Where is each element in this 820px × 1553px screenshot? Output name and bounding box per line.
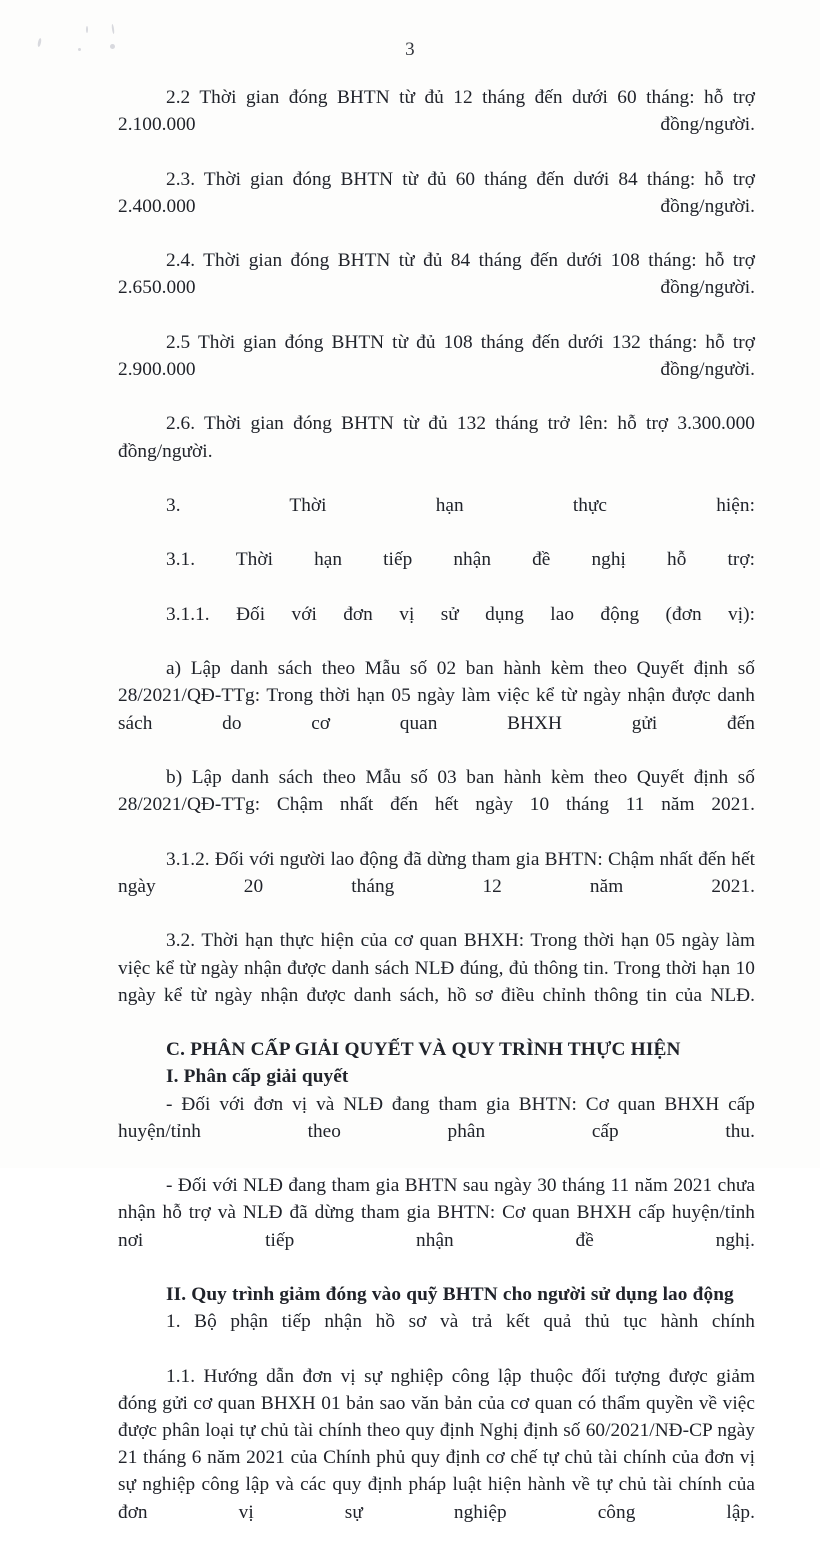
paragraph-item-1: 1. Bộ phận tiếp nhận hồ sơ và trả kết quả thủ tục hành chính bbox=[166, 1311, 755, 1333]
paragraph-item-2-6: 2.6. Thời gian đóng BHTN từ đủ 132 tháng trở lên: hỗ trợ 3.300.000 đồng/người. bbox=[118, 413, 755, 462]
paragraph-item-2-5: 2.5 Thời gian đóng BHTN từ đủ 108 tháng đến dưới 132 tháng: hỗ trợ 2.900.000 đồng/người. bbox=[118, 331, 755, 381]
paragraph-item-3-1-2: 3.1.2. Đối với người lao động đã dừng tham gia BHTN: Chậm nhất đến hết ngày 20 tháng 12 năm 2021. bbox=[118, 848, 755, 897]
paragraph-item-2-4: 2.4. Thời gian đóng BHTN từ đủ 84 tháng đến dưới 108 tháng: hỗ trợ 2.650.000 đồng/người. bbox=[118, 250, 755, 299]
paragraph-item-3-2: 3.2. Thời hạn thực hiện của cơ quan BHXH: Trong thời hạn 05 ngày làm việc kể từ ngày nhận được danh sách NLĐ đúng, đủ thông tin. Trong thời hạn 10 ngày kể từ ngày nhận được danh sách, hồ sơ điều chỉnh thông tin của NLĐ. bbox=[118, 930, 755, 1006]
page-number: 3 bbox=[405, 39, 415, 60]
paragraph-heading-ii: II. Quy trình giảm đóng vào quỹ BHTN cho người sử dụng lao động bbox=[166, 1283, 734, 1305]
paragraph-bullet-2: - Đối với NLĐ đang tham gia BHTN sau ngày 30 tháng 11 năm 2021 chưa nhận hỗ trợ và NLĐ đã dừng tham gia BHTN: Cơ quan BHXH cấp huyện/tỉnh nơi tiếp nhận đề nghị. bbox=[118, 1175, 755, 1251]
paragraph-item-3-1-1-b: b) Lập danh sách theo Mẫu số 03 ban hành kèm theo Quyết định số 28/2021/QĐ-TTg: Chậm nhất đến hết ngày 10 tháng 11 năm 2021. bbox=[118, 767, 755, 816]
paragraph-item-2-2: 2.2 Thời gian đóng BHTN từ đủ 12 tháng đến dưới 60 tháng: hỗ trợ 2.100.000 đồng/người. bbox=[118, 87, 755, 136]
paragraph-item-3: 3. Thời hạn thực hiện: bbox=[166, 495, 755, 517]
paragraph-item-3-1: 3.1. Thời hạn tiếp nhận đề nghị hỗ trợ: bbox=[166, 549, 755, 571]
paragraph-item-3-1-1: 3.1.1. Đối với đơn vị sử dụng lao động (đơn vị): bbox=[166, 603, 755, 625]
paragraph-item-3-1-1-a: a) Lập danh sách theo Mẫu số 02 ban hành kèm theo Quyết định số 28/2021/QĐ-TTg: Trong thời hạn 05 ngày làm việc kể từ ngày nhận được danh sách do cơ quan BHXH gửi đến bbox=[118, 658, 755, 734]
paragraph-bullet-1: - Đối với đơn vị và NLĐ đang tham gia BHTN: Cơ quan BHXH cấp huyện/tỉnh theo phân cấp thu. bbox=[118, 1093, 755, 1142]
paragraph-heading-c: C. PHÂN CẤP GIẢI QUYẾT VÀ QUY TRÌNH THỰC HIỆN bbox=[166, 1039, 681, 1061]
document-body bbox=[118, 84, 755, 1553]
paragraph-heading-i: I. Phân cấp giải quyết bbox=[166, 1066, 349, 1088]
paragraph-item-1-1: 1.1. Hướng dẫn đơn vị sự nghiệp công lập thuộc đối tượng được giảm đóng gửi cơ quan BHXH 01 bản sao văn bản của cơ quan có thẩm quyền về việc được phân loại tự chủ tài chính theo quy định Nghị định số 60/2021/NĐ-CP ngày 21 tháng 6 năm 2021 của Chính phủ quy định cơ chế tự chủ tài chính của đơn vị sự nghiệp công lập và các quy định pháp luật hiện hành về tự chủ tài chính của đơn vị sự nghiệp công lập. bbox=[118, 1365, 755, 1523]
paragraph-item-2-3: 2.3. Thời gian đóng BHTN từ đủ 60 tháng đến dưới 84 tháng: hỗ trợ 2.400.000 đồng/người. bbox=[118, 168, 755, 217]
